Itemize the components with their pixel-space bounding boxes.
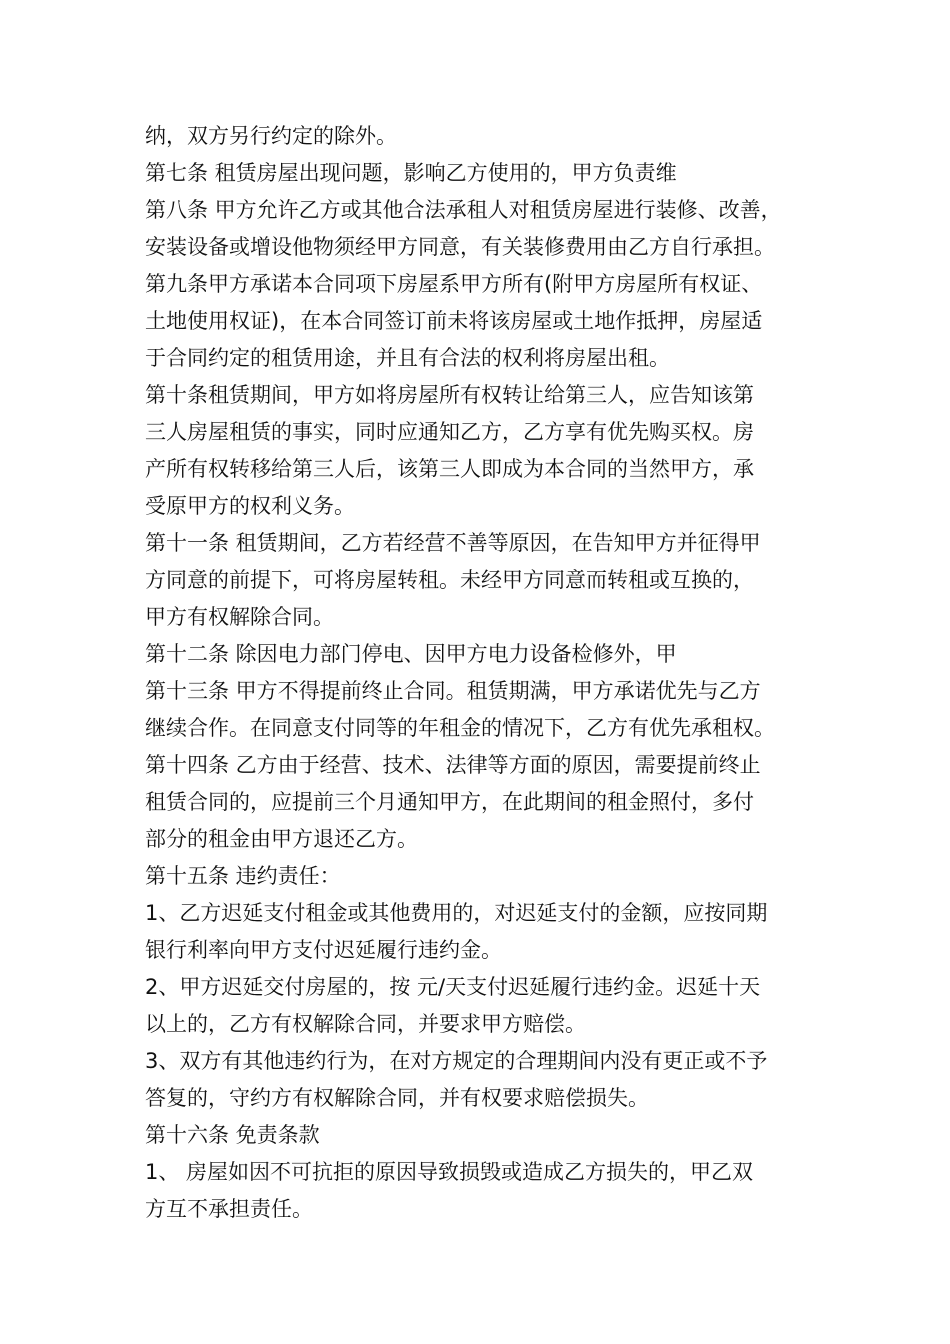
text-line: 于合同约定的租赁用途，并且有合法的权利将房屋出租。 — [145, 346, 670, 370]
text-line: 部分的租金由甲方退还乙方。 — [145, 827, 418, 851]
text-line: 第九条甲方承诺本合同项下房屋系甲方所有(附甲方房屋所有权证、 — [145, 272, 763, 296]
text-line: 土地使用权证)，在本合同签订前未将该房屋或土地作抵押，房屋适 — [145, 309, 763, 333]
text-line: 第十条租赁期间，甲方如将房屋所有权转让给第三人，应告知该第 — [145, 383, 754, 407]
text-line: 继续合作。在同意支付同等的年租金的情况下，乙方有优先承租权。 — [145, 716, 775, 740]
text-line: 产所有权转移给第三人后，该第三人即成为本合同的当然甲方，承 — [145, 457, 754, 481]
text-line: 方互不承担责任。 — [145, 1197, 313, 1221]
text-line: 三人房屋租赁的事实，同时应通知乙方，乙方享有优先购买权。房 — [145, 420, 754, 444]
text-line: 第十六条 免责条款 — [145, 1123, 320, 1147]
text-line: 答复的，守约方有权解除合同，并有权要求赔偿损失。 — [145, 1086, 649, 1110]
text-line: 1、乙方迟延支付租金或其他费用的，对迟延支付的金额，应按同期 — [145, 901, 768, 925]
text-line: 1、 房屋如因不可抗拒的原因导致损毁或造成乙方损失的，甲乙双 — [145, 1160, 754, 1184]
contract-text — [145, 118, 815, 1228]
text-line: 2、甲方迟延交付房屋的，按 元/天支付迟延履行违约金。迟延十天 — [145, 975, 761, 999]
text-line: 以上的，乙方有权解除合同，并要求甲方赔偿。 — [145, 1012, 586, 1036]
text-line: 第十五条 违约责任： — [145, 864, 341, 888]
text-line: 安装设备或增设他物须经甲方同意，有关装修费用由乙方自行承担。 — [145, 235, 775, 259]
text-line: 第十二条 除因电力部门停电、因甲方电力设备检修外，甲 — [145, 642, 677, 666]
text-line: 方同意的前提下，可将房屋转租。未经甲方同意而转租或互换的， — [145, 568, 754, 592]
text-line: 第十一条 租赁期间，乙方若经营不善等原因，在告知甲方并征得甲 — [145, 531, 761, 555]
text-line: 3、双方有其他违约行为，在对方规定的合理期间内没有更正或不予 — [145, 1049, 768, 1073]
text-line: 第十四条 乙方由于经营、技术、法律等方面的原因，需要提前终止 — [145, 753, 761, 777]
text-line: 租赁合同的，应提前三个月通知甲方，在此期间的租金照付，多付 — [145, 790, 754, 814]
text-line: 受原甲方的权利义务。 — [145, 494, 355, 518]
text-line: 第十三条 甲方不得提前终止合同。租赁期满，甲方承诺优先与乙方 — [145, 679, 761, 703]
text-line: 第八条 甲方允许乙方或其他合法承租人对租赁房屋进行装修、改善， — [145, 198, 782, 222]
text-line: 纳，双方另行约定的除外。 — [145, 124, 397, 148]
text-line: 第七条 租赁房屋出现问题，影响乙方使用的，甲方负责维 — [145, 161, 677, 185]
text-line: 甲方有权解除合同。 — [145, 605, 334, 629]
text-line: 银行利率向甲方支付迟延履行违约金。 — [145, 938, 502, 962]
